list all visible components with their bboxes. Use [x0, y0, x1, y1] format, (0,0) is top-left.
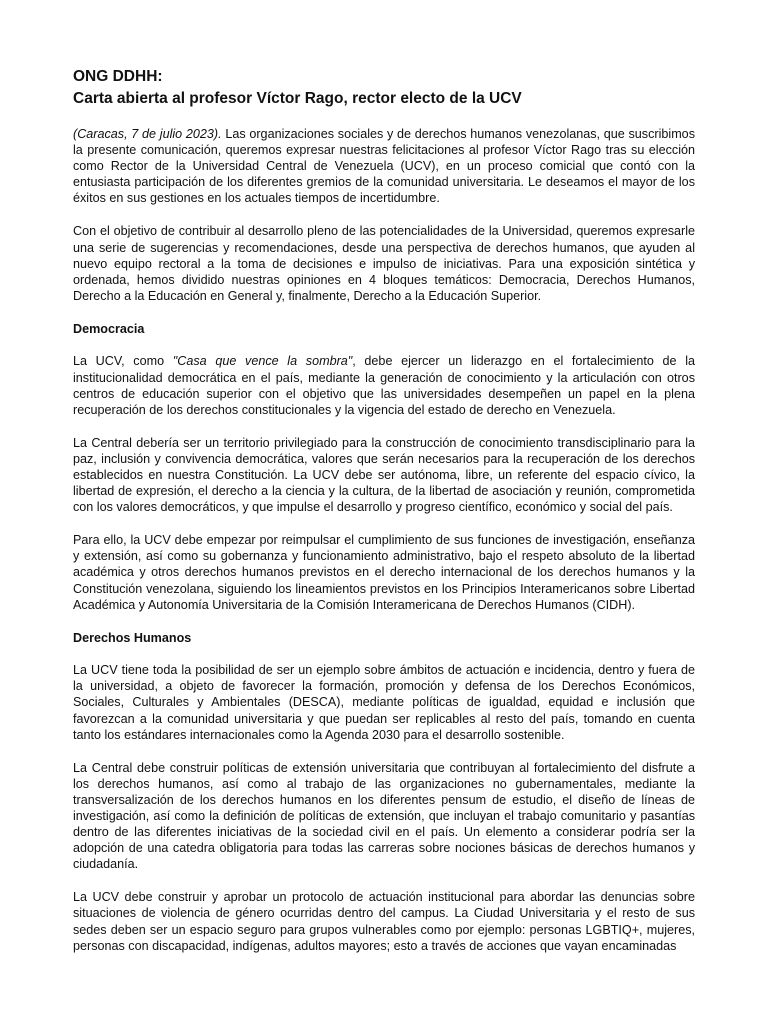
document-heading-title: Carta abierta al profesor Víctor Rago, rector electo de la UCV [73, 90, 522, 107]
ddhh-paragraph-3: La UCV debe construir y aprobar un protocolo de actuación institucional para abordar las denuncias sobre situaciones de violencia de género ocurridas dentro del campus. La Ciudad Universitaria y el resto de sus sedes deben ser un espacio seguro para grupos vulnerables como por ejemplo: personas LGBTIQ+, mujeres, personas con discapacidad, indígenas, adultos mayores; esto a través de acciones que vayan encaminadas [73, 890, 695, 953]
ddhh-paragraph-2: La Central debe construir políticas de extensión universitaria que contribuyan al fortalecimiento del disfrute a los derechos humanos, así como al trabajo de las organizaciones no gubernamentales, mediante la transversalización de los derechos humanos en los diferentes pensum de estudio, el diseño de líneas de investigación, así como la definición de políticas de extensión, que incluyan el trabajo comunitario y pasantías dentro de las diferentes iniciativas de la sociedad civil en el país. Un elemento a considerar podría ser la adopción de una catedra obligatoria para todas las carreras sobre nociones básicas de derechos humanos y ciudadanía. [73, 760, 695, 872]
intro-paragraph [73, 126, 695, 206]
document-heading-org: ONG DDHH: [73, 68, 163, 85]
intro-text: Las organizaciones sociales y de derechos humanos venezolanas, que suscribimos la presente comunicación, queremos expresar nuestras felicitaciones al profesor Víctor Rago tras su elección como Rector de la Universidad Central de Venezuela (UCV), en un proceso comicial que contó con la entusiasta participación de los diferentes gremios de la comunidad universitaria. Le deseamos el mayor de los éxitos en sus gestiones en los actuales tiempos de incertidumbre. [73, 127, 695, 206]
democracia-paragraph-3: Para ello, la UCV debe empezar por reimpulsar el cumplimiento de sus funciones de investigación, enseñanza y extensión, así como su gobernanza y funcionamiento administrativo, bajo el respeto absoluto de la libertad académica y otros derechos humanos previstos en el derecho internacional de los derechos humanos y la Constitución venezolana, siguiendo los lineamientos previstos en los Principios Interamericanos sobre Libertad Académica y Autonomía Universitaria de la Comisión Interamericana de Derechos Humanos (CIDH). [73, 533, 695, 612]
section-title-democracia: Democracia [73, 321, 145, 336]
democracia-paragraph-2: La Central debería ser un territorio privilegiado para la construcción de conocimiento transdisciplinario para la paz, inclusión y convivencia democrática, valores que serán necesarios para la recuperación de los derechos establecidos en nuestra Constitución. La UCV debe ser autónoma, libre, un referente del espacio cívico, la libertad de expresión, el derecho a la ciencia y la cultura, de la libertad de asociación y reunión, comprometida con los valores democráticos, y que impulse el desarrollo y progreso científico, económico y social del país. [73, 435, 695, 515]
ddhh-paragraph-1: La UCV tiene toda la posibilidad de ser un ejemplo sobre ámbitos de actuación e incidencia, dentro y fuera de la universidad, a objeto de favorecer la formación, promoción y defensa de los Derechos Económicos, Sociales, Culturales y Ambientales (DESCA), mediante políticas de igualdad, equidad e inclusión que favorezcan a la comunidad universitaria y que puedan ser replicables al resto del país, tomando en cuenta tanto los estándares internacionales como la Agenda 2030 para el desarrollo sostenible. [73, 663, 695, 742]
intro-place-date: (Caracas, 7 de julio 2023). [73, 127, 222, 141]
objective-paragraph: Con el objetivo de contribuir al desarrollo pleno de las potencialidades de la Universidad, queremos expresarle una serie de sugerencias y recomendaciones, desde una perspectiva de derechos humanos, que ayuden al nuevo equipo rectoral a la toma de decisiones e impulso de iniciativas. Para una exposición sintética y ordenada, hemos dividido nuestras opiniones en 4 bloques temáticos: Democracia, Derechos Humanos, Derecho a la Educación en General y, finalmente, Derecho a la Educación Superior. [73, 224, 695, 303]
democracia-p1-quote: "Casa que vence la sombra" [172, 354, 353, 369]
section-title-derechos-humanos: Derechos Humanos [73, 630, 192, 645]
document-page [73, 66, 695, 954]
democracia-p1-before: La UCV, como [73, 354, 173, 369]
democracia-paragraph-1 [73, 353, 695, 417]
democracia-p1-after: , debe ejercer un liderazgo en el fortalecimiento de la institucionalidad democrática en el país, mediante la generación de conocimiento y la articulación con otros centros de educación superior con el objetivo que las universidades desempeñen un papel en la plena recuperación de los derechos constitucionales y la vigencia del estado de derecho en Venezuela. [73, 354, 695, 417]
